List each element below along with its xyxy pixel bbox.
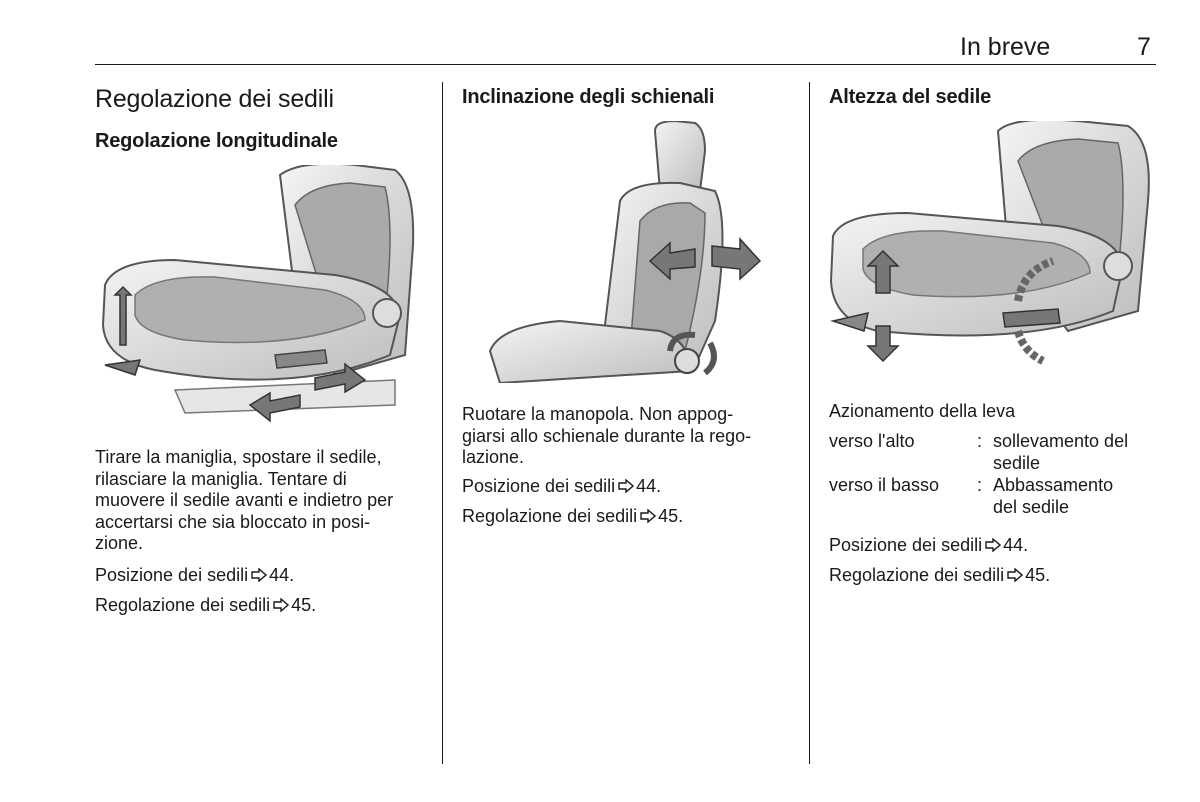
definition-row	[829, 475, 1159, 519]
reference-arrow-icon	[251, 568, 267, 582]
text-line: sedile	[993, 452, 1041, 473]
reference-page: 45.	[291, 595, 317, 615]
seat-backrest-illustration	[460, 121, 789, 383]
header-rule	[95, 64, 1156, 65]
text-line: Ruotare la manopola. Non appog-	[462, 404, 734, 424]
reference-label: Regolazione dei sedili	[95, 595, 271, 615]
definition-row	[829, 431, 1159, 475]
definition-description	[993, 431, 1163, 474]
page-title: Regolazione dei sedili	[95, 85, 334, 113]
instructions-paragraph	[95, 447, 435, 555]
reference-page: 44.	[269, 565, 295, 585]
definition-description	[993, 475, 1163, 518]
section-title: In breve	[960, 33, 1051, 61]
cross-reference[interactable]	[462, 476, 661, 497]
reference-label: Posizione dei sedili	[462, 476, 616, 496]
definition-separator: :	[977, 431, 983, 451]
text-line: muovere il sedile avanti e indietro per	[95, 490, 394, 511]
definition-separator: :	[977, 475, 983, 495]
cross-reference[interactable]	[95, 595, 316, 616]
subsection-title: Regolazione longitudinale	[95, 130, 338, 152]
text-line: zione.	[95, 533, 144, 554]
page-number: 7	[1137, 33, 1151, 61]
text-line: Abbassamento	[993, 475, 1114, 495]
reference-arrow-icon	[985, 538, 1001, 552]
text-line: rilasciare la maniglia. Tentare di	[95, 468, 347, 489]
text-line: accertarsi che sia bloccato in posi-	[95, 511, 371, 532]
reference-arrow-icon	[618, 479, 634, 493]
seat-height-illustration	[828, 121, 1156, 383]
lever-lead-text: Azionamento della leva	[829, 401, 1016, 421]
definition-term: verso l'alto	[829, 431, 915, 451]
text-line: lazione.	[462, 447, 525, 468]
definition-term: verso il basso	[829, 475, 940, 495]
subsection-title: Altezza del sedile	[829, 86, 992, 108]
reference-arrow-icon	[640, 509, 656, 523]
subsection-title: Inclinazione degli schienali	[462, 86, 715, 108]
cross-reference[interactable]	[829, 535, 1028, 556]
text-line: giarsi allo schienale durante la rego-	[462, 425, 752, 446]
reference-page: 44.	[636, 476, 662, 496]
reference-label: Posizione dei sedili	[829, 535, 983, 555]
reference-arrow-icon	[1007, 568, 1023, 582]
column-divider	[809, 82, 810, 764]
seat-longitudinal-illustration	[95, 165, 423, 427]
cross-reference[interactable]	[95, 565, 294, 586]
instructions-paragraph	[462, 404, 792, 469]
reference-label: Regolazione dei sedili	[462, 506, 638, 526]
text-line: Tirare la maniglia, spostare il sedile,	[95, 447, 382, 467]
text-line: sollevamento del	[993, 431, 1129, 451]
text-line: del sedile	[993, 496, 1070, 517]
reference-arrow-icon	[273, 598, 289, 612]
cross-reference[interactable]	[462, 506, 683, 527]
column-divider	[442, 82, 443, 764]
reference-label: Posizione dei sedili	[95, 565, 249, 585]
cross-reference[interactable]	[829, 565, 1050, 586]
reference-page: 45.	[658, 506, 684, 526]
reference-page: 45.	[1025, 565, 1051, 585]
reference-label: Regolazione dei sedili	[829, 565, 1005, 585]
reference-page: 44.	[1003, 535, 1029, 555]
